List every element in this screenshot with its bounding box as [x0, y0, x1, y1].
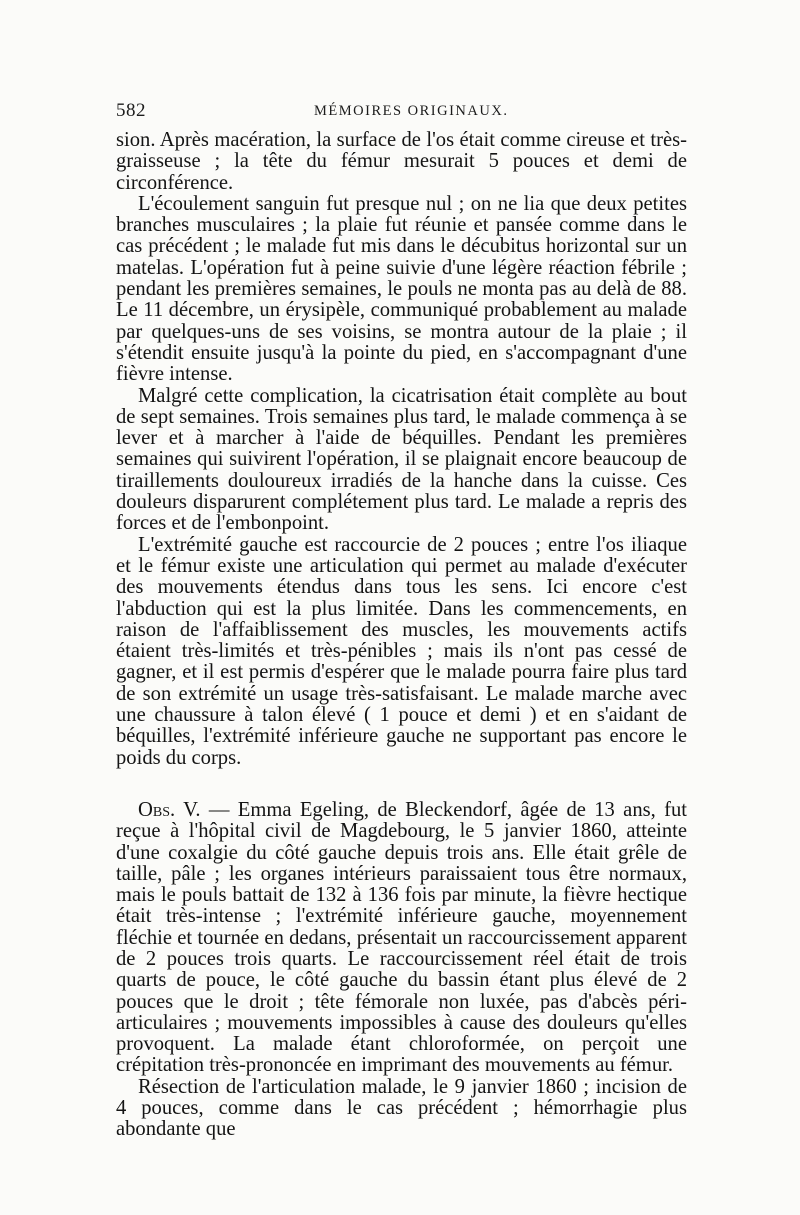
page-number: 582 [116, 100, 146, 121]
page-header [116, 100, 686, 128]
paragraph-resection: Résection de l'articulation malade, le 9 janvier 1860 ; incision de 4 pouces, comme dans le cas précédent ; hémorrhagie plus abondante que [116, 1075, 687, 1141]
observation-label: Obs. V. [138, 798, 201, 821]
body-text [116, 130, 687, 1141]
paragraph-hemorrhage: L'écoulement sanguin fut presque nul ; on ne lia que deux petites branches musculaires ; la plaie fut réunie et pansée comme dans le cas précédent ; le malade fut mis dans le décubitus horizontal sur un matelas. L'opération fut à peine suivie d'une légère réaction fébrile ; pendant les premières semaines, le pouls ne monta pas au delà de 88. Le 11 décembre, un érysipèle, communiqué probablement au malade par quelques-uns de ses voisins, se montra autour de la plaie ; il s'étendit ensuite jusqu'à la pointe du pied, en s'accompagnant d'une fièvre intense. [116, 192, 687, 386]
running-head: MÉMOIRES ORIGINAUX. [314, 103, 509, 119]
paragraph-continuation: sion. Après macération, la surface de l'os était comme cireuse et très-graisseuse ; la tête du fémur mesurait 5 pouces et demi de circonférence. [116, 129, 687, 194]
observation-text: — Emma Egeling, de Bleckendorf, âgée de 13 ans, fut reçue à l'hôpital civil de Magdebourg, le 5 janvier 1860, atteinte d'une coxalgie du côté gauche depuis trois ans. Elle était grêle de taille, pâle ; les organes intérieurs paraissaient tous être normaux, mais le pouls battait de 132 à 136 fois par minute, la fièvre hectique était très-intense ; l'extrémité inférieure gauche, moyennement fléchie et tournée en dedans, présentait un raccourcissement apparent de 2 pouces trois quarts. Le raccourcissement réel était de trois quarts de pouce, le côté gauche du bassin étant plus élevé de 2 pouces que le droit ; tête fémorale non luxée, pas d'abcès péri-articulaires ; mouvements impossibles à cause des douleurs qu'elles provoquent. La malade étant chloroformée, on perçoit une crépitation très-prononcée en imprimant des mouvements au fémur. [116, 798, 687, 1077]
paragraph-result: L'extrémité gauche est raccourcie de 2 pouces ; entre l'os iliaque et le fémur existe une articulation qui permet au malade d'exécuter des mouvements étendus dans tous les sens. Ici encore c'est l'abduction qui est la plus limitée. Dans les commencements, en raison de l'affaiblissement des muscles, les mouvements actifs étaient très-limités et très-pénibles ; mais ils n'ont pas cessé de gagner, et il est permis d'espérer que le malade pourra faire plus tard de son extrémité un usage très-satisfaisant. Le malade marche avec une chaussure à talon élevé ( 1 pouce et demi ) et en s'aidant de béquilles, l'extrémité inférieure gauche ne supportant pas encore le poids du corps. [116, 533, 687, 769]
paragraph-complication: Malgré cette complication, la cicatrisation était complète au bout de sept semaines. Trois semaines plus tard, le malade commença à se lever et à marcher à l'aide de béquilles. Pendant les premières semaines qui suivirent l'opération, il se plaignait encore beaucoup de tiraillements douloureux irradiés de la hanche dans la cuisse. Ces douleurs disparurent complétement plus tard. Le malade a repris des forces et de l'embonpoint. [116, 384, 687, 535]
observation-paragraph [116, 800, 687, 1077]
